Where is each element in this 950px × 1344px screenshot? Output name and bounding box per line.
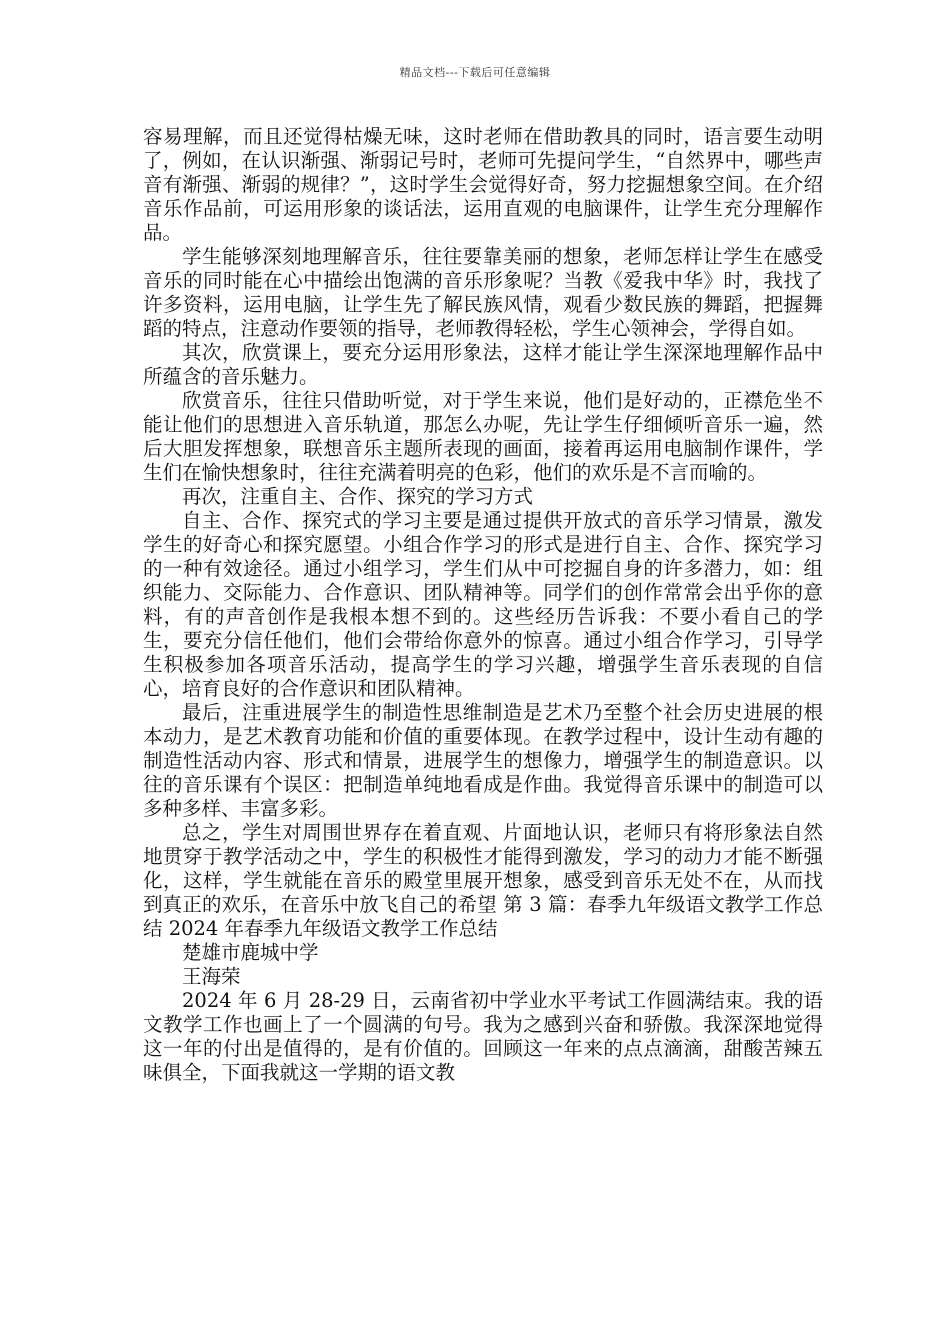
paragraph: 容易理解，而且还觉得枯燥无味，这时老师在借助教具的同时，语言要生动明了，例如，在认识渐强、渐弱记号时，老师可先提问学生，“自然界中，哪些声音有渐强、渐弱的规律？”，这时学生会觉得好奇，努力挖掘想象空间。在介绍音乐作品前，可运用形象的谈话法，运用直观的电脑课件，让学生充分理解作品。 — [143, 125, 823, 244]
author-name: 王海荣 — [182, 965, 241, 988]
paragraph: 学生能够深刻地理解音乐，往往要靠美丽的想象，老师怎样让学生在感受音乐的同时能在心中描绘出饱满的音乐形象呢？当教《爱我中华》时，我找了许多资料，运用电脑，让学生先了解民族风情，观看少数民族的舞蹈，把握舞蹈的特点，注意动作要领的指导，老师教得轻松，学生心领神会，学得自如。 — [143, 245, 823, 340]
paragraph: 其次，欣赏课上，要充分运用形象法，这样才能让学生深深地理解作品中所蕴含的音乐魅力。 — [143, 341, 823, 388]
paragraph: 2024 年 6 月 28-29 日，云南省初中学业水平考试工作圆满结束。我的语文教学工作也画上了一个圆满的句号。我为之感到兴奋和骄傲。我深深地觉得这一年的付出是值得的，是有价值的。回顾这一年来的点点滴滴，甜酸苦辣五味俱全，下面我就这一学期的语文教 — [143, 989, 823, 1084]
paragraph: 欣赏音乐，往往只借助听觉，对于学生来说，他们是好动的，正襟危坐不能让他们的思想进入音乐轨道，那怎么办呢，先让学生仔细倾听音乐一遍，然后大胆发挥想象，联想音乐主题所表现的画面，接着再运用电脑制作课件，学生们在愉快想象时，往往充满着明亮的色彩，他们的欢乐是不言而喻的。 — [143, 389, 823, 484]
document-body — [143, 125, 823, 1085]
page-header: 精品文档---下载后可任意编辑 — [399, 66, 551, 79]
school-name: 楚雄市鹿城中学 — [182, 941, 319, 964]
paragraph: 总之，学生对周围世界存在着直观、片面地认识，老师只有将形象法自然地贯穿于教学活动之中，学生的积极性才能得到激发，学习的动力才能不断强化，这样，学生就能在音乐的殿堂里展开想象，感受到音乐无处不在，从而找到真正的欢乐，在音乐中放飞自己的希望 第 3 篇：春季九年级语文教学工作总结 2024 年春季九年级语文教学工作总结 — [143, 821, 823, 940]
paragraph: 最后，注重进展学生的制造性思维制造是艺术乃至整个社会历史进展的根本动力，是艺术教育功能和价值的重要体现。在教学过程中，设计生动有趣的制造性活动内容、形式和情景，进展学生的想像力，增强学生的制造意识。以往的音乐课有个误区：把制造单纯地看成是作曲。我觉得音乐课中的制造可以多种多样、丰富多彩。 — [143, 701, 823, 820]
paragraph: 自主、合作、探究式的学习主要是通过提供开放式的音乐学习情景，激发学生的好奇心和探究愿望。小组合作学习的形式是进行自主、合作、探究学习的一种有效途径。通过小组学习，学生们从中可挖掘自身的许多潜力，如：组织能力、交际能力、合作意识、团队精神等。同学们的创作常常会出乎你的意料，有的声音创作是我根本想不到的。这些经历告诉我：不要小看自己的学生，要充分信任他们，他们会带给你意外的惊喜。通过小组合作学习，引导学生积极参加各项音乐活动，提高学生的学习兴趣，增强学生音乐表现的自信心，培育良好的合作意识和团队精神。 — [143, 509, 823, 700]
section-heading: 再次，注重自主、合作、探究的学习方式 — [182, 485, 534, 508]
